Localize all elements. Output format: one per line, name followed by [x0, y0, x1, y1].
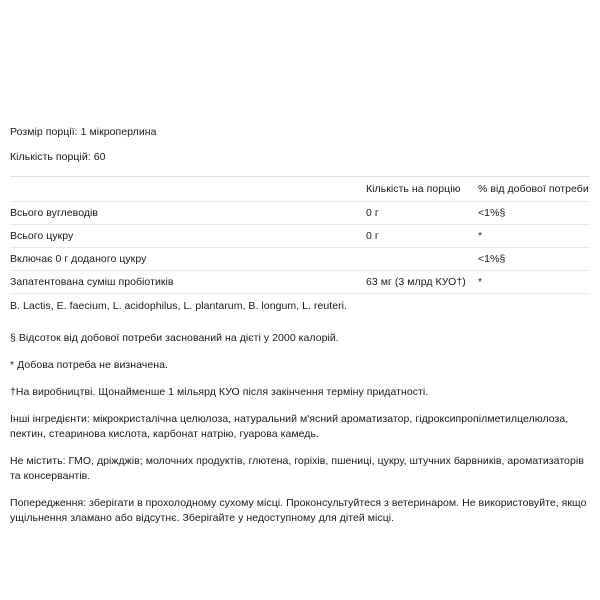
nutrient-amount: 0 г	[366, 202, 478, 225]
footnote-daily-value-not-established: * Добова потреба не визначена.	[10, 359, 168, 371]
nutrient-daily-value: <1%§	[478, 248, 590, 271]
table-row-strains	[10, 294, 590, 316]
footnote-cfu-at-manufacture: †На виробництві. Щонайменше 1 мільярд КУО після закінчення терміну придатності.	[10, 386, 429, 398]
table-row	[10, 248, 590, 271]
nutrient-daily-value: *	[478, 271, 590, 294]
table-row	[10, 225, 590, 248]
nutrient-name: Всього цукру	[10, 225, 366, 248]
table-body	[10, 202, 590, 316]
supplement-facts-content	[10, 126, 590, 525]
table-row	[10, 271, 590, 294]
column-header-nutrient	[10, 177, 366, 202]
free-from-paragraph: Не містить: ГМО, дріжджів; молочних продуктів, глютена, горіхів, пшениці, цукру, штучних барвників, ароматизаторів та консервантів.	[10, 455, 584, 482]
serving-size-line: Розмір порції: 1 мікроперлина	[10, 126, 157, 138]
warning-paragraph: Попередження: зберігати в прохолодному сухому місці. Проконсультуйтеся з ветеринаром. Не використовуйте, якщо ущільнення зламано або відсутнє. Зберігайте у недоступному для дітей місці.	[10, 497, 587, 524]
nutrient-daily-value: *	[478, 225, 590, 248]
nutrition-facts-table	[10, 176, 590, 315]
nutrient-amount	[366, 248, 478, 271]
nutrient-name: Всього вуглеводів	[10, 202, 366, 225]
footnotes-section	[10, 331, 590, 525]
table-header	[10, 177, 590, 202]
nutrient-amount: 63 мг (3 млрд КУО†)	[366, 271, 478, 294]
nutrient-amount: 0 г	[366, 225, 478, 248]
column-header-amount-per-serving: Кількість на порцію	[366, 177, 478, 202]
probiotic-strains-list: B. Lactis, E. faecium, L. acidophilus, L. plantarum, B. longum, L. reuteri.	[10, 294, 590, 316]
nutrient-daily-value: <1%§	[478, 202, 590, 225]
servings-per-container-line: Кількість порцій: 60	[10, 151, 106, 163]
column-header-percent-daily-value: % від добової потреби	[478, 177, 590, 202]
nutrient-name: Включає 0 г доданого цукру	[10, 248, 366, 271]
footnote-daily-value-basis: § Відсоток від добової потреби заснований на дієті у 2000 калорій.	[10, 332, 339, 344]
table-row	[10, 202, 590, 225]
table-header-row	[10, 177, 590, 202]
nutrient-name: Запатентована суміш пробіотиків	[10, 271, 366, 294]
other-ingredients-paragraph: Інші інгредієнти: мікрокристалічна целюлоза, натуральний м'ясний ароматизатор, гідроксипропілметилцелюлоза, пектин, стеаринова кислота, карбонат натрію, гуарова камедь.	[10, 413, 569, 440]
